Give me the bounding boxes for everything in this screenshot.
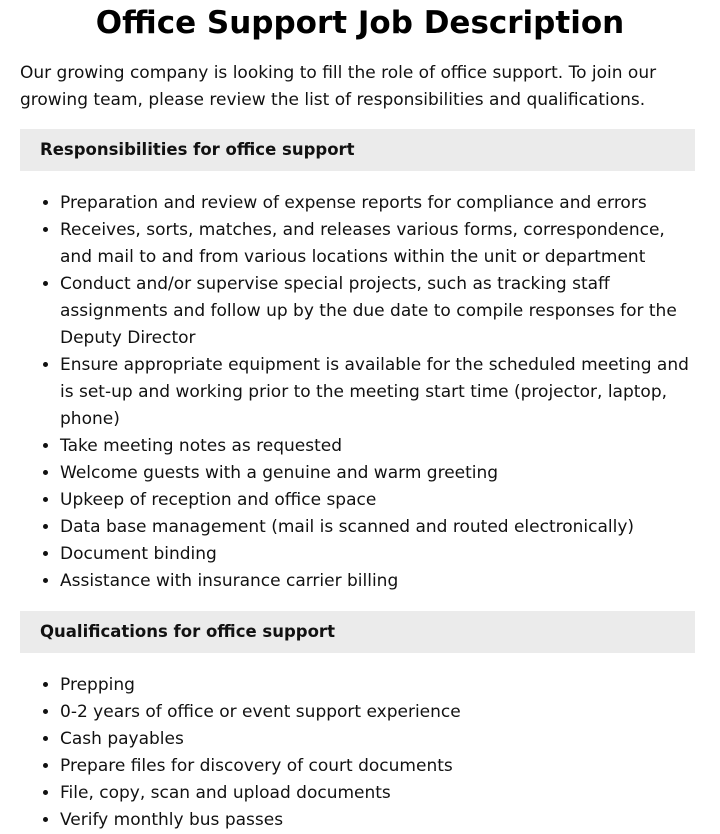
list-item: • Receives, sorts, matches, and releases various forms, correspondence, and mail to and from various locations within the unit or department — [60, 217, 695, 271]
list-item: • Ensure appropriate equipment is available for the scheduled meeting and is set-up and working prior to the meeting start time (projector, laptop, phone) — [60, 352, 695, 433]
list-item: • Assistance with insurance carrier billing — [60, 568, 695, 595]
page-title: Office Support Job Description — [95, 5, 625, 41]
responsibilities-list — [20, 190, 695, 595]
intro-paragraph: Our growing company is looking to fill the role of office support. To join our growing team, please review the list of responsibilities and qualifications. — [20, 63, 657, 110]
list-item: • Document binding — [60, 541, 695, 568]
list-item: • Cash payables — [60, 726, 695, 753]
qualifications-list — [20, 672, 695, 834]
list-item: • 0-2 years of office or event support experience — [60, 699, 695, 726]
responsibilities-heading: Responsibilities for office support — [20, 129, 695, 171]
list-item: • Preparation and review of expense reports for compliance and errors — [60, 190, 695, 217]
list-item: • Welcome guests with a genuine and warm greeting — [60, 460, 695, 487]
list-item: • Take meeting notes as requested — [60, 433, 695, 460]
list-item: • Conduct and/or supervise special projects, such as tracking staff assignments and follow up by the due date to compile responses for the Deputy Director — [60, 271, 695, 352]
list-item: • File, copy, scan and upload documents — [60, 780, 695, 807]
list-item: • Verify monthly bus passes — [60, 807, 695, 834]
list-item: • Prepare files for discovery of court documents — [60, 753, 695, 780]
list-item: • Upkeep of reception and office space — [60, 487, 695, 514]
list-item: • Prepping — [60, 672, 695, 699]
qualifications-heading: Qualifications for office support — [20, 611, 695, 653]
list-item: • Data base management (mail is scanned and routed electronically) — [60, 514, 695, 541]
